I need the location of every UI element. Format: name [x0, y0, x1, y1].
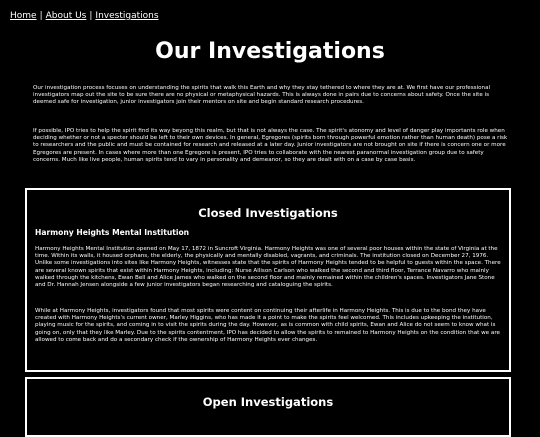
- nav-separator: |: [89, 11, 93, 21]
- nav-link-investigations[interactable]: Investigations: [95, 11, 159, 21]
- page-title: Our Investigations: [155, 39, 385, 64]
- intro-paragraph-spirits: If possible, IPO tries to help the spirit find its way beyong this realm, but that is not always the case. The spirit's atonomy and level of danger play importants role when deciding whether or not a specter should be left to their own devices. In general, Egregores (spirits born through powerful emotion rather than human death) pose a risk to researchers and the public and must be contained for research and released at a later day. Junior investigators are not brought on site if there is concern one or more Egregores are present. In cases where more than one Egregore is present, IPO tries to collaborate with the nearest paranormal investigation group due to safety concerns. Much like live people, human spirits tend to vary in personality and demeanor, so they are dealt with on a case by case basis.: [33, 128, 508, 163]
- intro-paragraph-process: Our investigation process focuses on understanding the spirits that walk this Earth and why they stay tethered to where they are at. We first have our professional investigators map out the site to be sure there are no physical or metaphysical hazards. This is always done in pairs due to concerns about safety. Once the site is deemed safe for investigation, junior investigators join their mentors on site and begin standard research procedures.: [33, 85, 491, 106]
- case-history-paragraph: Harmony Heights Mental Institution opened on May 17, 1872 in Suncroft Virginia. Harmony Heights was one of several poor houses within the state of Virginia at the time. Within its walls, it housed orphans, the elderly, the physically and mentally disabled, vagrants, and criminals. The institution closed on December 27, 1976. Unlike some investigations into sites like Harmony Heights, witnesses state that the spirits of Harmony Heights tended to be helpful to guests within the space. There are several known spirits that exist within Harmony Heights, including: Nurse Allison Carlson who walked the second and third floor, Terrance Navarro who mainly walked through the kitchens, Ewan Bell and Alice James who walked on the second floor and mainly remained within the children's spaces. Investigators Jane Stone and Dr. Hannah Jensen alongside a few junior investigators began researching and cataloguing the spirits.: [35, 246, 501, 289]
- case-findings-paragraph: While at Harmony Heights, investigators found that most spirits were content on continuing their afterlife in Harmony Heights. This is due to the bond they have created with Harmony Heights's current owner, Marley Higgins, who has made it a point to make the spirits feel welcomed. This includes upkeeping the institution, playing music for the spirits, and coming in to visit the spirits during the day. However, as is common with child spirits, Ewan and Alice do not seem to know what is going on, only that they like Marley. Due to the spirits contentment, IPO has decided to allow the spirits to remained to Harmony Heights on the condition that we are allowed to come back and do a secondary check if the ownership of Harmony Heights ever changes.: [35, 308, 500, 343]
- nav-link-home[interactable]: Home: [10, 11, 37, 21]
- case-title: Harmony Heights Mental Institution: [35, 228, 190, 237]
- closed-investigations-section: [25, 188, 511, 372]
- top-nav: [10, 10, 159, 22]
- nav-link-about[interactable]: About Us: [45, 11, 87, 21]
- open-investigations-heading: Open Investigations: [202, 395, 334, 409]
- closed-investigations-heading: Closed Investigations: [198, 206, 338, 220]
- open-investigations-section: [25, 377, 511, 437]
- nav-separator: |: [39, 11, 43, 21]
